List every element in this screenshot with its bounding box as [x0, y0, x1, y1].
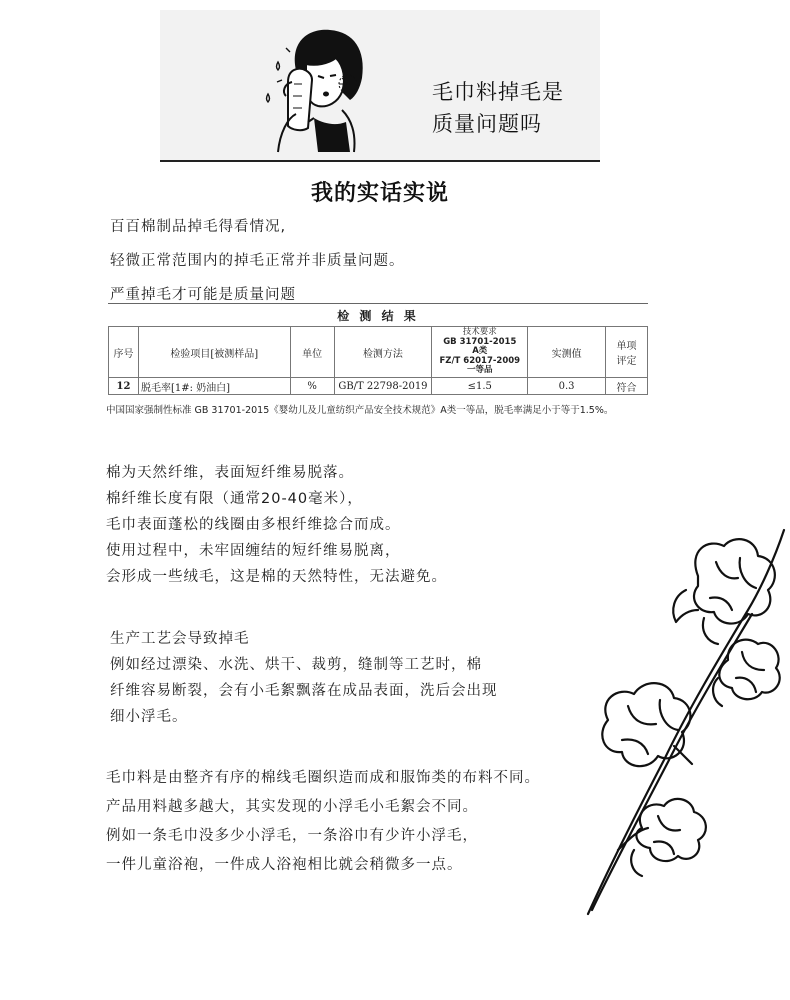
cell-requirement: ≤1.5: [432, 378, 528, 395]
fiber-line: 毛巾表面蓬松的线圈由多根纤维捻合而成。: [106, 517, 401, 533]
craft-section: [110, 626, 498, 730]
header-unit: 单位: [290, 327, 334, 378]
cell-verdict: 符合: [606, 378, 648, 395]
header-title-line: 毛巾料掉毛是: [432, 80, 564, 104]
cell-method: GB/T 22798-2019: [334, 378, 432, 395]
page-subtitle: 我的实话实说: [310, 180, 449, 206]
header-divider: [160, 160, 600, 162]
requirement-standard: FZ/T 62017-2009: [439, 355, 521, 366]
fabric-line: 产品用料越多越大，其实发现的小浮毛小毛絮会不同。: [106, 799, 478, 815]
verdict-label: 单项: [616, 341, 637, 352]
requirement-standard: GB 31701-2015: [443, 336, 517, 347]
header-verdict: [606, 327, 648, 378]
craft-line: 生产工艺会导致掉毛: [110, 631, 250, 647]
intro-line: 严重掉毛才可能是质量问题: [110, 287, 296, 303]
craft-line: 纤维容易断裂，会有小毛絮飘落在成品表面，洗后会出现: [110, 683, 498, 699]
intro-paragraph: [110, 210, 610, 312]
intro-line: 轻微正常范围内的掉毛正常并非质量问题。: [110, 253, 405, 269]
intro-line: 百百棉制品掉毛得看情况,: [110, 219, 287, 235]
verdict-label: 评定: [616, 356, 637, 367]
craft-line: 例如经过漂染、水洗、烘干、裁剪，缝制等工艺时，棉: [110, 657, 482, 673]
cell-no: 12: [109, 378, 139, 395]
table-row: [109, 378, 648, 395]
fabric-line: 例如一条毛巾没多少小浮毛，一条浴巾有少许小浮毛，: [106, 828, 478, 844]
fiber-section: [106, 460, 447, 590]
header-title: [432, 76, 612, 140]
requirement-class: 一等品: [467, 365, 493, 376]
fabric-section: [106, 764, 540, 880]
craft-line: 细小浮毛。: [110, 709, 188, 725]
header-item: 检验项目[被测样品]: [138, 327, 290, 378]
fabric-line: 毛巾料是由整齐有序的棉线毛圈织造而成和服饰类的布料不同。: [106, 770, 540, 786]
fiber-line: 棉为天然纤维，表面短纤维易脱落。: [106, 465, 354, 481]
table-caption: 检 测 结 果: [108, 303, 648, 326]
result-table: [108, 326, 648, 395]
cell-measured: 0.3: [528, 378, 606, 395]
header-title-line: 质量问题吗: [432, 112, 542, 136]
header-no: 序号: [109, 327, 139, 378]
header-measured: 实测值: [528, 327, 606, 378]
fiber-line: 使用过程中，未牢固缠结的短纤维易脱离，: [106, 543, 401, 559]
requirement-label: 技术要求: [462, 327, 497, 338]
cell-unit: %: [290, 378, 334, 395]
requirement-class: A类: [472, 346, 488, 357]
fiber-line: 会形成一些绒毛，这是棉的天然特性，无法避免。: [106, 569, 447, 585]
cell-item: 脱毛率[1#: 奶油白]: [138, 378, 290, 395]
standard-footnote: 中国国家强制性标准 GB 31701-2015《婴幼儿及儿童纺织产品安全技术规范》A类一等品，脱毛率满足小于等于1.5%。: [106, 405, 614, 416]
fiber-line: 棉纤维长度有限（通常20-40毫米），: [106, 491, 363, 507]
girl-wiping-face-icon: [238, 22, 388, 154]
cotton-branch-icon: [578, 510, 790, 920]
test-result-table: [108, 303, 648, 395]
fabric-line: 一件儿童浴袍，一件成人浴袍相比就会稍微多一点。: [106, 857, 463, 873]
table-header-row: [109, 327, 648, 378]
header-method: 检测方法: [334, 327, 432, 378]
header-requirement: [432, 327, 528, 378]
